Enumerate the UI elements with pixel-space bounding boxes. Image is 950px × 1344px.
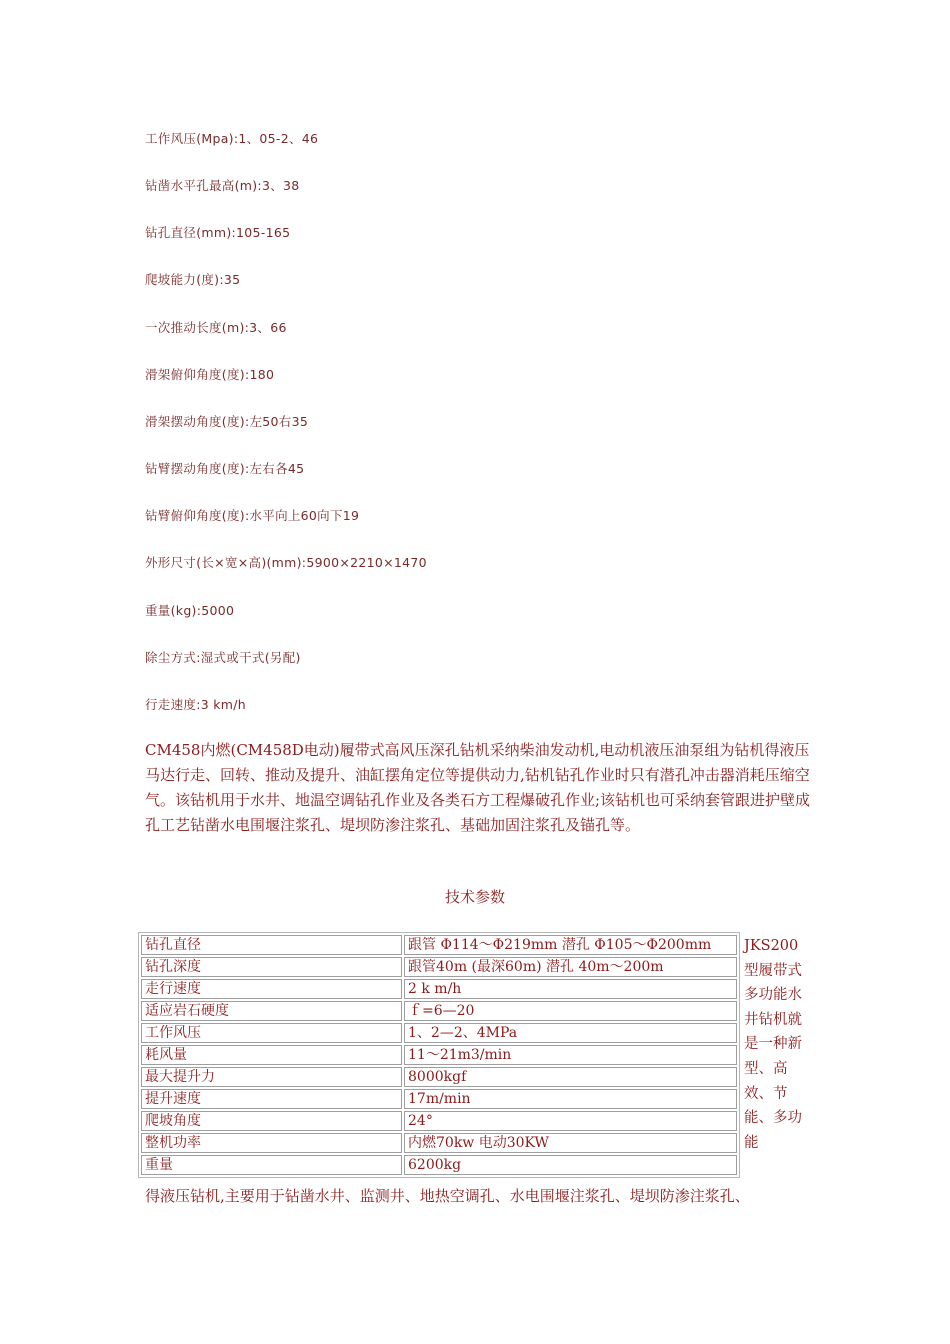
table-title: 技术参数 (444, 888, 505, 906)
table-row (141, 1045, 737, 1065)
table-row (141, 935, 737, 955)
param-name: 重量 (141, 1155, 402, 1175)
param-value: 2 k m/h (404, 979, 737, 999)
param-value: 17m/min (404, 1089, 737, 1109)
table-row (141, 1023, 737, 1043)
param-value: 6200kg (404, 1155, 737, 1175)
spec-slide-pitch: 滑架俯仰角度(度):180 (145, 367, 275, 382)
param-value: 11～21m3/min (404, 1045, 737, 1065)
param-value: 内燃70kw 电动30KW (404, 1133, 737, 1153)
param-name: 钻孔直径 (141, 935, 402, 955)
table-row (141, 1001, 737, 1021)
param-value: 8000kgf (404, 1067, 737, 1087)
table-row (141, 1155, 737, 1175)
technical-parameters-table (138, 932, 740, 1178)
table-row (141, 1067, 737, 1087)
param-name: 整机功率 (141, 1133, 402, 1153)
table-row (141, 979, 737, 999)
param-value: ｆ=6—20 (404, 1001, 737, 1021)
spec-dimensions: 外形尺寸(长×宽×高)(mm):5900×2210×1470 (145, 555, 427, 570)
param-name: 走行速度 (141, 979, 402, 999)
table-row (141, 1089, 737, 1109)
spec-boom-pitch: 钻臂俯仰角度(度):水平向上60向下19 (145, 508, 360, 523)
param-name: 适应岩石硬度 (141, 1001, 402, 1021)
spec-working-pressure: 工作风压(Mpa):1、05-2、46 (145, 131, 319, 146)
param-name: 爬坡角度 (141, 1111, 402, 1131)
spec-hole-diameter: 钻孔直径(mm):105-165 (145, 225, 291, 240)
spec-boom-swing: 钻臂摆动角度(度):左右各45 (145, 461, 305, 476)
spec-climbing-ability: 爬坡能力(度):35 (145, 272, 241, 287)
param-name: 工作风压 (141, 1023, 402, 1043)
continuation-paragraph: 得液压钻机,主要用于钻凿水井、监测井、地热空调孔、水电围堰注浆孔、堤坝防渗注浆孔、 (145, 1187, 750, 1205)
param-value: 跟管40m (最深60m) 潜孔 40m～200m (404, 957, 737, 977)
table-row (141, 1111, 737, 1131)
spec-slide-swing: 滑架摆动角度(度):左50右35 (145, 414, 309, 429)
param-name: 钻孔深度 (141, 957, 402, 977)
intro-paragraph: CM458内燃(CM458D电动)履带式高风压深孔钻机采纳柴油发动机,电动机液压油泵组为钻机得液压马达行走、回转、推动及提升、油缸摆角定位等提供动力,钻机钻孔作业时只有潜孔冲击器消耗压缩空气。该钻机用于水井、地温空调钻孔作业及各类石方工程爆破孔作业;该钻机也可采纳套管跟进护壁成孔工艺钻凿水电围堰注浆孔、堤坝防渗注浆孔、基础加固注浆孔及锚孔等。 (145, 741, 811, 834)
spec-dust-removal: 除尘方式:湿式或干式(另配) (145, 650, 301, 665)
spec-feed-length: 一次推动长度(m):3、66 (145, 320, 287, 335)
spec-max-horizontal-hole: 钻凿水平孔最高(m):3、38 (145, 178, 300, 193)
table-row (141, 957, 737, 977)
param-name: 提升速度 (141, 1089, 402, 1109)
spec-weight: 重量(kg):5000 (145, 603, 235, 618)
param-name: 耗风量 (141, 1045, 402, 1065)
param-value: 跟管 Φ114～Φ219mm 潜孔 Φ105～Φ200mm (404, 935, 737, 955)
param-value: 24° (404, 1111, 737, 1131)
side-paragraph: JKS200型履带式多功能水井钻机就是一种新型、高效、节能、多功能 (744, 938, 802, 1151)
param-name: 最大提升力 (141, 1067, 402, 1087)
param-value: 1、2—2、4MPa (404, 1023, 737, 1043)
table-row (141, 1133, 737, 1153)
spec-travel-speed: 行走速度:3 km/h (145, 697, 246, 712)
